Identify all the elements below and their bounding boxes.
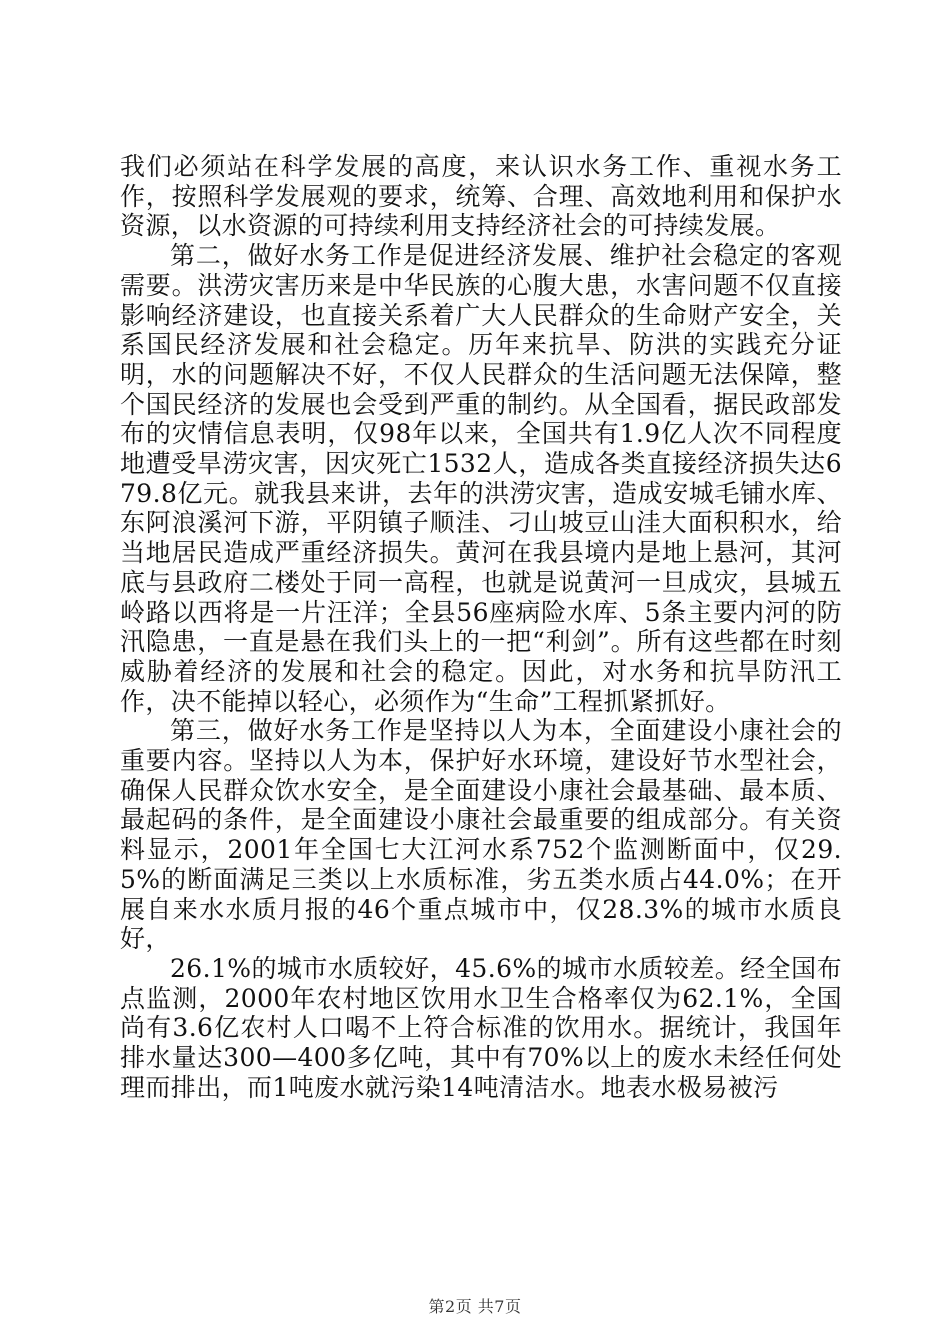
page-number-footer: 第2页 共7页 bbox=[428, 1297, 522, 1316]
paragraph-4: 26.1%的城市水质较好，45.6%的城市水质较差。经全国布点监测，2000年农村地区饮用水卫生合格率仅为62.1%，全国尚有3.6亿农村人口喝不上符合标准的饮用水。据统计，我国年排水量达300—400多亿吨，其中有70%以上的废水未经任何处理而排出，而1吨废水就污染14吨清洁水。地表水极易被污 bbox=[120, 953, 842, 1102]
paragraph-2: 第二，做好水务工作是促进经济发展、维护社会稳定的客观需要。洪涝灾害历来是中华民族的心腹大患，水害问题不仅直接影响经济建设，也直接关系着广大人民群众的生命财产安全，关系国民经济发展和社会稳定。历年来抗旱、防洪的实践充分证明，水的问题解决不好，不仅人民群众的生活问题无法保障，整个国民经济的发展也会受到严重的制约。从全国看，据民政部发布的灾情信息表明，仅98年以来，全国共有1.9亿人次不同程度地遭受旱涝灾害，因灾死亡1532人，造成各类直接经济损失达679.8亿元。就我县来讲，去年的洪涝灾害，造成安城毛铺水库、东阿浪溪河下游，平阴镇子顺洼、刁山坡豆山洼大面积积水，给当地居民造成严重经济损失。黄河在我县境内是地上悬河，其河底与县政府二楼处于同一高程，也就是说黄河一旦成灾，县城五岭路以西将是一片汪洋；全县56座病险水库、5条主要内河的防汛隐患，一直是悬在我们头上的一把“利剑”。所有这些都在时刻威胁着经济的发展和社会的稳定。因此，对水务和抗旱防汛工作，决不能掉以轻心，必须作为“生命”工程抓紧抓好。 bbox=[120, 241, 842, 716]
document-body bbox=[120, 152, 842, 1103]
paragraph-1: 我们必须站在科学发展的高度，来认识水务工作、重视水务工作，按照科学发展观的要求，统筹、合理、高效地利用和保护水资源，以水资源的可持续利用支持经济社会的可持续发展。 bbox=[120, 152, 842, 241]
paragraph-3: 第三，做好水务工作是坚持以人为本，全面建设小康社会的重要内容。坚持以人为本，保护好水环境，建设好节水型社会，确保人民群众饮水安全，是全面建设小康社会最基础、最本质、最起码的条件，是全面建设小康社会最重要的组成部分。有关资料显示，2001年全国七大江河水系752个监测断面中，仅29.5%的断面满足三类以上水质标准，劣五类水质占44.0%；在开展自来水水质月报的46个重点城市中，仅28.3%的城市水质良好， bbox=[120, 716, 842, 954]
